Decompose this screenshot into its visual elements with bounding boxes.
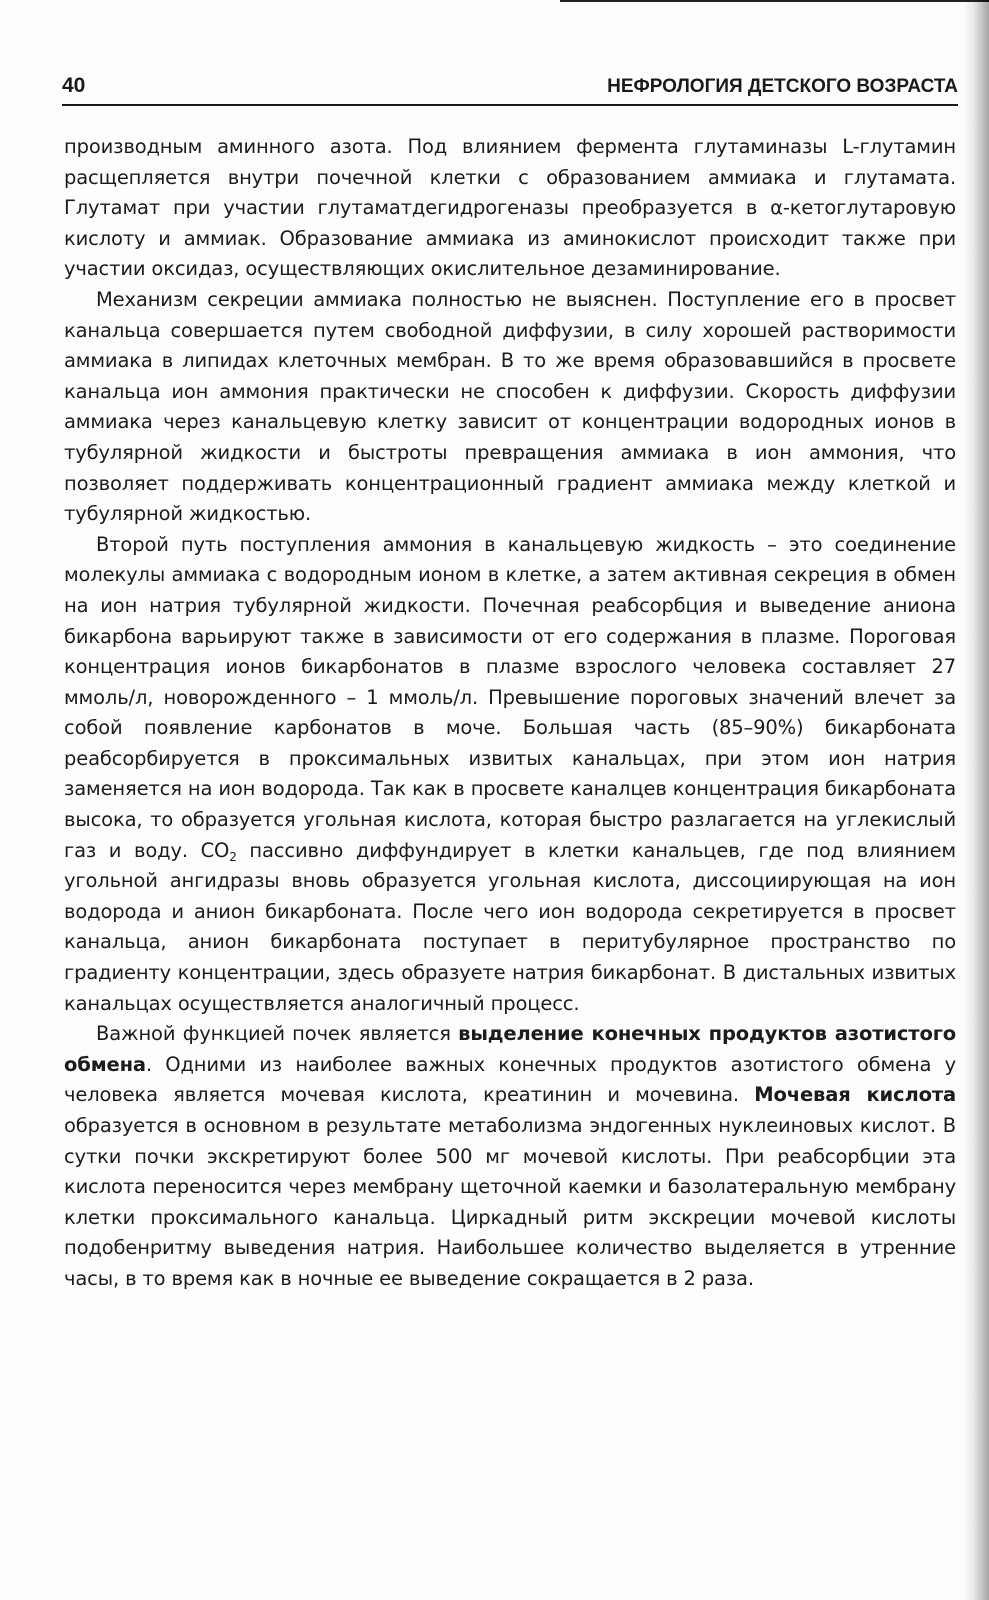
- paragraph-2-text: Механизм секреции аммиака полностью не выяснен. Поступление его в просвет канальца совершается путем свободной диффузии, в силу хорошей растворимости аммиака в липидах клеточных мембран. В то же время образовавшийся в просвете канальца ион аммония практически не способен к диффузии. Скорость диффузии аммиака через канальцевую клетку зависит от концентрации водородных ионов в тубулярной жидкости и быстроты превращения аммиака в ион аммония, что позволяет поддерживать концентрационный градиент аммиака между клеткой и тубулярной жидкостью.: [64, 287, 956, 526]
- page-header: [62, 72, 958, 106]
- paragraph-3-text-part1: Второй путь поступления аммония в канальцевую жидкость – это соединение молекулы аммиака с водородным ионом в клетке, а затем активная секреция в обмен на ион натрия тубулярной жидкости. Почечная реабсорбция и выведение аниона бикарбона варьируют также в зависимости от его содержания в плазме. Пороговая концентрация ионов бикарбонатов в плазме взрослого человека составляет 27 ммоль/л, новорожденного – 1 ммоль/л. Превышение пороговых значений влечет за собой появление карбонатов в моче. Большая часть (85–90%) бикарбоната реабсорбируется в проксимальных извитых канальцах, при этом ион натрия заменяется на ион водорода. Так как в просвете каналцев концентрация бикарбоната высока, то образуется угольная кислота, которая быстро разлагается на углекислый газ и воду. CO: [64, 532, 956, 862]
- bold-term-nitrogen-excretion: выделение конечных продуктов азотистого обмена: [64, 1022, 956, 1076]
- paragraph-3-text-part2: пассивно диффундирует в клетки канальцев, где под влиянием угольной ангидразы вновь образуется угольная кислота, диссоциирующая на ион водорода и анион бикарбоната. После чего ион водорода секретируется в просвет канальца, анион бикарбоната поступает в перитубулярное пространство по градиенту концентрации, здесь образуете натрия бикарбонат. В дистальных извитых канальцах осуществляется аналогичный процесс.: [64, 838, 956, 1015]
- paragraph-1: [64, 132, 956, 285]
- paragraph-4: [64, 1019, 956, 1294]
- bold-term-uric-acid: Мочевая кислота: [754, 1083, 956, 1107]
- paragraph-3: [64, 530, 956, 1020]
- page-number: 40: [62, 74, 86, 97]
- paragraph-4-text-part2: . Одними из наиболее важных конечных продуктов азотистого обмена у человека является мочевая кислота, креатинин и мочевина.: [64, 1052, 956, 1107]
- binding-shadow: [963, 0, 989, 1600]
- paragraph-4-text-part3: образуется в основном в результате метаболизма эндогенных нуклеиновых кислот. В сутки почки экскретируют более 500 мг мочевой кислоты. При реабсорбции эта кислота переносится через мембрану щеточной каемки и базолатеральную мембрану клетки проксимального канальца. Циркадный ритм экскреции мочевой кислоты подобенритму выведения натрия. Наибольшее количество выделяется в утренние часы, в то время как в ночные ее выведение сокращается в 2 раза.: [64, 1114, 956, 1290]
- paragraph-2: [64, 285, 956, 530]
- running-title: НЕФРОЛОГИЯ ДЕТСКОГО ВОЗРАСТА: [607, 76, 958, 97]
- co2-subscript: 2: [229, 849, 237, 864]
- top-edge-rule: [560, 0, 989, 16]
- paragraph-1-text: производным аминного азота. Под влиянием фермента глутаминазы L-глутамин расщепляется внутри почечной клетки с образованием аммиака и глутамата. Глутамат при участии глутаматдегидрогеназы преобразуется в α-кетоглутаровую кислоту и аммиак. Образование аммиака из аминокислот происходит также при участии оксидаз, осуществляющих окислительное дезаминирование.: [64, 135, 956, 281]
- paragraph-4-text-part1: Важной функцией почек является: [96, 1022, 459, 1046]
- body-text: [64, 132, 956, 1295]
